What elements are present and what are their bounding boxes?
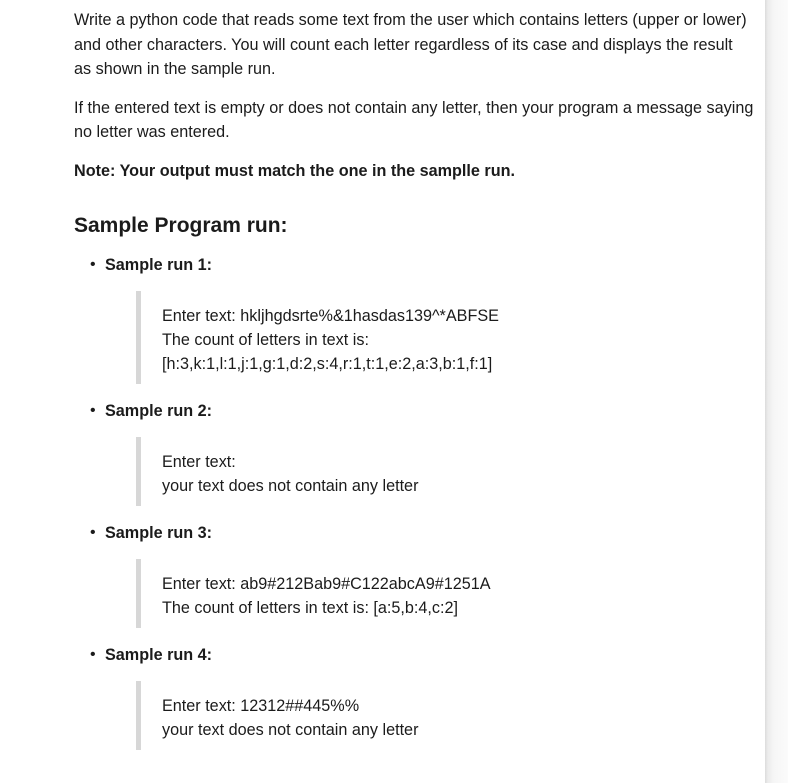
sample-output-block <box>136 559 754 628</box>
output-line: Enter text: hkljhgdsrte%&1hasdas139^*ABFSE <box>162 307 499 325</box>
sample-run-4 <box>74 643 754 750</box>
run-label: Sample run 1: <box>105 256 213 274</box>
output-line: Enter text: ab9#212Bab9#C122abcA9#1251A <box>162 575 491 593</box>
sample-output-block <box>136 291 754 384</box>
output-line: Enter text: 12312##445%% <box>162 697 360 715</box>
bullet-icon: • <box>90 256 96 273</box>
run-label: Sample run 4: <box>105 646 213 664</box>
question-content <box>74 8 754 750</box>
output-line: your text does not contain any letter <box>162 477 419 495</box>
sample-run-3 <box>74 521 754 628</box>
intro-paragraph: Write a python code that reads some text from the user which contains letters (upper or lower) and other characters. You will count each letter regardless of its case and displays the result as shown in the sample run. <box>74 11 747 78</box>
sample-heading: Sample Program run: <box>74 214 288 237</box>
output-line: The count of letters in text is: <box>162 331 369 349</box>
sample-output-block <box>136 681 754 750</box>
sample-runs-list <box>74 253 754 750</box>
run-label: Sample run 2: <box>105 402 213 420</box>
sample-run-1 <box>74 253 754 384</box>
output-line: your text does not contain any letter <box>162 721 419 739</box>
sample-run-2 <box>74 399 754 506</box>
note-paragraph: Note: Your output must match the one in the samplle run. <box>74 161 515 180</box>
output-line: [h:3,k:1,l:1,j:1,g:1,d:2,s:4,r:1,t:1,e:2,a:3,b:1,f:1] <box>162 355 493 373</box>
page-edge-shadow <box>765 0 788 783</box>
output-line: The count of letters in text is: [a:5,b:4,c:2] <box>162 599 459 617</box>
bullet-icon: • <box>90 402 96 419</box>
bullet-icon: • <box>90 646 96 663</box>
output-line: Enter text: <box>162 453 236 471</box>
run-label: Sample run 3: <box>105 524 213 542</box>
bullet-icon: • <box>90 524 96 541</box>
empty-case-paragraph: If the entered text is empty or does not contain any letter, then your program a message saying no letter was entered. <box>74 98 754 141</box>
sample-output-block <box>136 437 754 506</box>
